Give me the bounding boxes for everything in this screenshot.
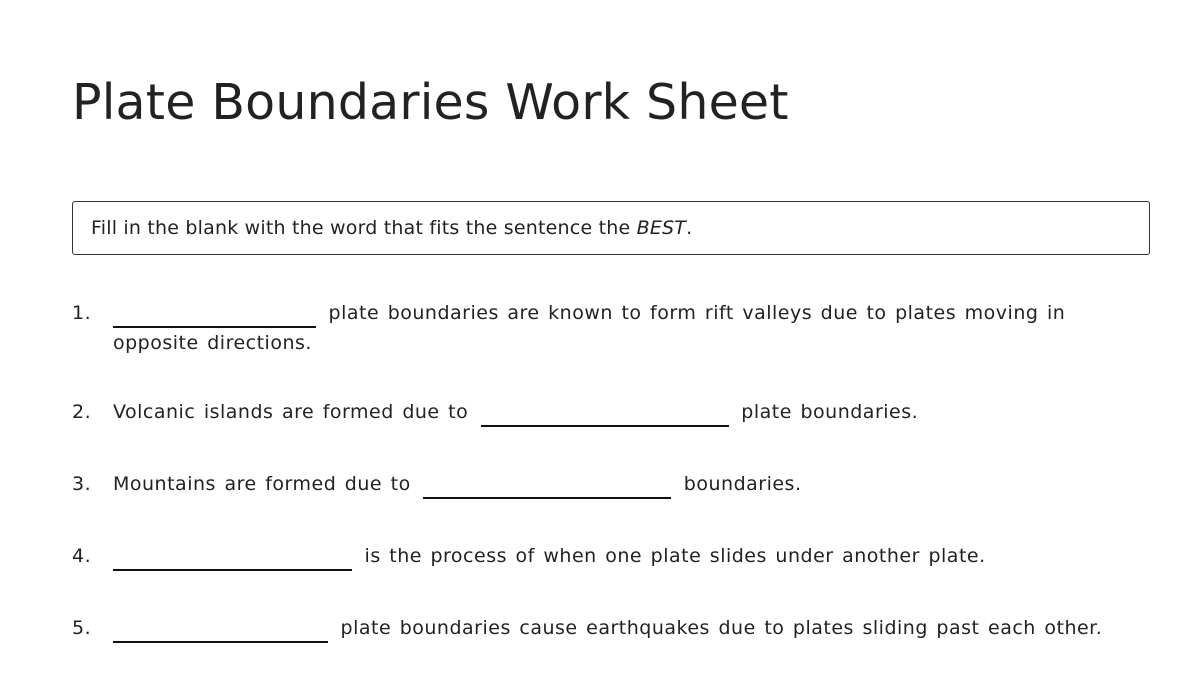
answer-blank[interactable]: [113, 619, 328, 643]
question-text: is the process of when one plate slides under another plate.: [113, 541, 1132, 571]
answer-blank[interactable]: [481, 403, 729, 427]
question-number: 2.: [72, 401, 92, 423]
answer-blank[interactable]: [113, 547, 352, 571]
question-text: Volcanic islands are formed due to plate boundaries.: [113, 397, 1132, 427]
question-number: 5.: [72, 617, 92, 639]
worksheet-title: Plate Boundaries Work Sheet: [72, 74, 789, 131]
instructions-box: [72, 201, 1150, 255]
question-text: plate boundaries cause earthquakes due to plates sliding past each other.: [113, 613, 1132, 643]
answer-blank[interactable]: [423, 475, 671, 499]
question-4: [72, 541, 1132, 571]
question-1: [72, 298, 1132, 358]
instructions-text: Fill in the blank with the word that fits the sentence the BEST.: [91, 217, 693, 239]
answer-blank[interactable]: [113, 304, 316, 328]
question-5: [72, 613, 1132, 643]
question-number: 4.: [72, 545, 92, 567]
question-number: 3.: [72, 473, 92, 495]
question-number: 1.: [72, 302, 92, 324]
instructions-emphasis: BEST: [636, 217, 687, 239]
question-3: [72, 469, 1132, 499]
question-2: [72, 397, 1132, 427]
question-text: plate boundaries are known to form rift valleys due to plates moving in opposite directions.: [113, 302, 1066, 354]
question-text: Mountains are formed due to boundaries.: [113, 469, 1132, 499]
